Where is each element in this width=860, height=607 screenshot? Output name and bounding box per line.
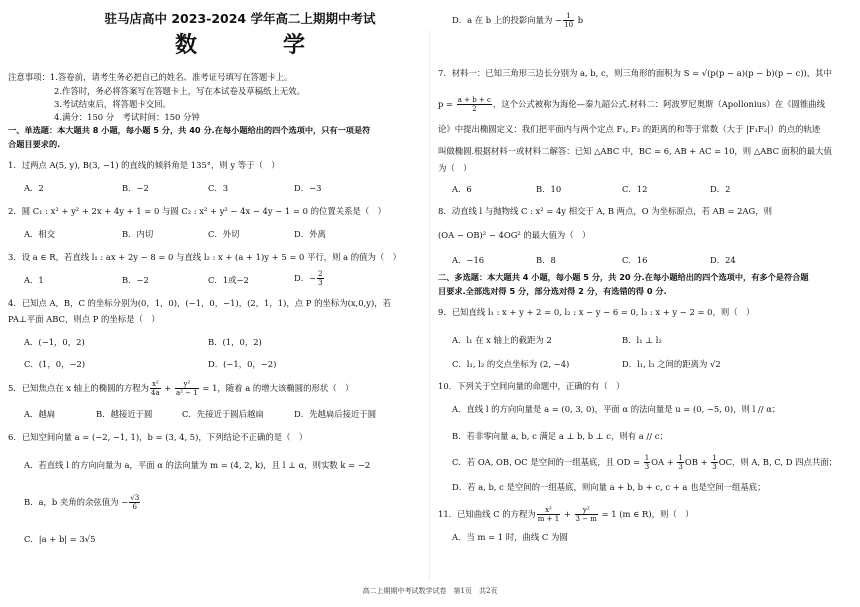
q7-p-fraction [457, 96, 492, 113]
q6-stem: 6．已知空间向量 a = (−2, −1, 1)，b = (3, 4, 5)，下列结论不正确的是（ ） [8, 432, 308, 442]
q7-option-b: B．10 [536, 184, 562, 194]
q6d-den: 10 [564, 21, 574, 29]
subject-char-2: 学 [282, 33, 305, 58]
q1-option-b: B．−2 [122, 183, 149, 193]
q7-line-3: 论》中提出椭圆定义：我们把平面内与两个定点 F₁, F₂ 的距离的和等于常数（大于 |F₁F₂|）的点的轨迹 [438, 124, 821, 134]
q4-option-c: C．(1，0，−2) [24, 359, 86, 369]
q5-plus: + [161, 383, 174, 393]
q4-stem: 4．已知点 A，B，C 的坐标分别为(0，1，0)，(−1，0，−1)，(2，1，1)，点 P 的坐标为(x,0,y)，若 [8, 298, 391, 308]
q8-option-a: A．−16 [452, 255, 485, 265]
q6-option-d-text: D．a 在 b 上的投影向量为 − [452, 15, 563, 25]
q2-stem: 2．圆 C₁ : x² + y² + 2x + 4y + 1 = 0 与圆 C₂ : x² + y² − 4x − 4y − 1 = 0 的位置关系是（ ） [8, 206, 386, 216]
q3-frac-den: 3 [318, 279, 323, 287]
q10-c-pre: C．若 OA, OB, OC 是空间的一组基底，且 OD = [452, 457, 643, 467]
q10-option-d: D．若 a, b, c 是空间的一组基底，则向量 a + b, b + c, c + a 也是空间一组基底； [452, 482, 766, 492]
q10-option-a: A．直线 l 的方向向量是 a = (0, 3, 0)，平面 α 的法向量是 u = (0, −5, 0)，则 l // α； [452, 404, 781, 414]
q8-option-b: B．8 [536, 255, 556, 265]
q10-option-b: B．若非零向量 a, b, c 满足 a ⊥ b, b ⊥ c，则有 a // c； [452, 431, 668, 441]
q3-option-a: A．1 [24, 275, 44, 285]
q5-stem [8, 380, 353, 397]
q11-option-a: A．当 m = 1 时，曲线 C 为圆 [452, 532, 568, 542]
q5-fraction-2 [175, 380, 199, 397]
q11-stem-pre: 11．已知曲线 C 的方程为 [438, 509, 536, 519]
q5-option-c: C．先接近于圆后越扁 [182, 409, 264, 419]
section2-heading-cont: 目要求.全部选对得 5 分，部分选对得 2 分，有选错的得 0 分. [438, 286, 667, 296]
q10-c-post: OC，则 A, B, C, D 四点共面； [718, 457, 837, 467]
q4-stem-cont: PA⊥平面 ABC，则点 P 的坐标是（ ） [8, 314, 160, 324]
q8-stem: 8．动直线 l 与抛物线 C : x² = 4y 相交于 A, B 两点，O 为坐标原点，若 AB = 2AG，则 [438, 206, 772, 216]
q10-c-mid1: OA + [651, 457, 677, 467]
q11-plus: + [561, 509, 574, 519]
q10-c-f2-den: 3 [678, 463, 683, 471]
q9-option-d: D．l₁, l₃ 之间的距离为 √2 [622, 359, 721, 369]
q3-stem: 3．设 a ∈ R，若直线 l₁ : ax + 2y − 8 = 0 与直线 l₂ : x + (a + 1)y + 5 = 0 平行，则 a 的值为（ ） [8, 252, 402, 262]
q5-option-a: A．越扁 [24, 409, 56, 419]
q10-c-frac-3 [711, 454, 717, 471]
q7-option-a: A．6 [452, 184, 472, 194]
subject-heading [175, 28, 305, 59]
section1-heading: 一、单选题：本大题共 8 小题，每小题 5 分，共 40 分.在每小题给出的四个选项中，只有一项是符 [8, 125, 371, 135]
q3-option-d-fraction [317, 270, 323, 287]
q6-option-b-fraction [129, 494, 140, 511]
q3-option-d [294, 270, 325, 287]
q1-option-c: C．3 [208, 183, 229, 193]
section1-heading-cont: 合题目要求的. [8, 139, 61, 149]
page-footer: 高二上期期中考试数学试卷 第1页 共2页 [362, 587, 498, 595]
q10-c-f1-num: 1 [644, 454, 650, 462]
q7-p-num: a + b + c [457, 96, 491, 104]
q8-option-d: D．24 [710, 255, 736, 265]
q5-stem-post: = 1，随着 a 的增大该椭圆的形状（ ） [199, 383, 354, 393]
q5-f1-den: 4a [151, 389, 160, 397]
q11-f2-den: 3 − m [575, 515, 597, 523]
q9-option-b: B．l₁ ⊥ l₂ [622, 335, 662, 345]
q5-option-d: D．先越扁后接近于圆 [294, 409, 377, 419]
note-3: 3.考试结束后，将答题卡交回。 [54, 99, 171, 109]
q10-c-frac-2 [677, 454, 683, 471]
q5-option-b: B．越接近于圆 [96, 409, 153, 419]
q6-option-b [24, 494, 141, 511]
q10-c-f1-den: 3 [644, 463, 650, 471]
q11-f2-num: y² [575, 506, 598, 515]
q5-f2-den: a² − 1 [175, 389, 198, 397]
q1-option-a: A．2 [24, 183, 44, 193]
q10-c-frac-1 [644, 454, 650, 471]
q7-line-4: 叫做椭圆.根据材料一或材料二解答：已知 △ABC 中，BC = 6, AB + AC = 10，则 △ABC 面积的最大值 [438, 146, 832, 156]
q11-fraction-1 [537, 506, 560, 523]
q10-option-c [452, 454, 837, 471]
q3-option-d-label: D．− [294, 273, 317, 283]
right-column [430, 0, 860, 607]
q7-option-d: D．2 [710, 184, 731, 194]
q1-option-d: D．−3 [294, 183, 322, 193]
q7-line-2-text: ，这个公式被称为海伦—秦九韶公式.材料二：阿波罗尼奥斯（Apollonius）在《圆锥曲线 [492, 99, 825, 109]
q2-option-b: B．内切 [122, 229, 154, 239]
note-2: 2.作答时，务必将答案写在答题卡上，写在本试卷及草稿纸上无效。 [54, 86, 305, 96]
q3-option-c: C．1或−2 [208, 275, 249, 285]
q6d-num: 1 [563, 12, 574, 21]
q4-option-d: D．(−1，0，−2) [208, 359, 277, 369]
q6-b-den: 6 [132, 503, 137, 511]
q7-option-c: C．12 [622, 184, 648, 194]
q7-p-den: 2 [472, 105, 477, 113]
q11-f1-num: x² [537, 506, 560, 515]
left-column [0, 0, 428, 607]
q4-option-b: B．(1，0，2) [208, 337, 262, 347]
q10-c-f3-den: 3 [712, 463, 717, 471]
q6-option-a: A．若直线 l 的方向向量为 a，平面 α 的法向量为 m = (4, 2, k)，且 l ⊥ α，则实数 k = −2 [24, 460, 371, 470]
q2-option-a: A．相交 [24, 229, 56, 239]
q4-option-a: A．(−1，0，2) [24, 337, 85, 347]
q3-frac-num: 2 [318, 270, 323, 278]
q9-option-c: C．l₁, l₂ 的交点坐标为 (2, −4) [452, 359, 570, 369]
q2-option-d: D．外离 [294, 229, 326, 239]
section2-heading: 二、多选题：本大题共 4 小题，每小题 5 分，共 20 分.在每小题给出的四个选项中，有多个是符合题 [438, 272, 809, 282]
q2-option-c: C．外切 [208, 229, 240, 239]
q5-f2-num: y² [175, 380, 199, 389]
q6-option-d-fraction [563, 12, 574, 29]
q11-fraction-2 [575, 506, 598, 523]
q9-option-a: A．l₁ 在 x 轴上的截距为 2 [452, 335, 552, 345]
q10-stem: 10．下列关于空间向量的命题中，正确的有（ ） [438, 381, 625, 391]
q5-stem-pre: 5．已知焦点在 x 轴上的椭圆的方程为 [8, 383, 149, 393]
q1-stem: 1．过两点 A(5, y), B(3, −1) 的直线的倾斜角是 135°，则 y 等于（ ） [8, 160, 280, 170]
exam-title: 驻马店高中 2023-2024 学年高二上期期中考试 [104, 11, 376, 26]
q10-c-f2-num: 1 [678, 454, 683, 462]
q6-option-b-text: B．a，b 夹角的余弦值为 − [24, 497, 129, 507]
q10-c-mid2: OB + [684, 457, 711, 467]
q8-option-c: C．16 [622, 255, 648, 265]
q8-stem-cont: (OA − OB)² − 4OG² 的最大值为（ ） [438, 230, 591, 240]
q11-stem [438, 506, 693, 523]
subject-char-1: 数 [175, 33, 198, 58]
q5-fraction-1 [150, 380, 161, 397]
q7-line-2 [438, 96, 825, 113]
q9-stem: 9．已知直线 l₁ : x + y + 2 = 0, l₂ : x − y − 6 = 0, l₃ : x + y − 2 = 0，则（ ） [438, 307, 755, 317]
q3-option-b: B．−2 [122, 275, 149, 285]
q6-b-num: √3 [130, 494, 140, 502]
q6-option-d [452, 12, 583, 29]
q6-option-d-post: b [575, 15, 584, 25]
q7-line-1: 7．材料一：已知三角形三边长分别为 a, b, c，则三角形的面积为 S = √(p(p − a)(p − b)(p − c))，其中 [438, 68, 832, 78]
q11-f1-den: m + 1 [537, 515, 560, 523]
q11-stem-post: = 1 (m ∈ R)，则（ ） [598, 509, 694, 519]
q6-option-c: C．|a + b| = 3√5 [24, 534, 96, 544]
note-4: 4.满分：150 分 考试时间：150 分钟 [54, 112, 200, 122]
q5-f1-num: x² [151, 380, 159, 388]
q7-line-5: 为（ ） [438, 163, 472, 173]
q7-p-eq: p = [438, 99, 456, 109]
note-1: 注意事项：1.答卷前，请考生务必把自己的姓名、准考证号填写在答题卡上。 [8, 72, 293, 82]
q10-c-f3-num: 1 [712, 454, 717, 462]
